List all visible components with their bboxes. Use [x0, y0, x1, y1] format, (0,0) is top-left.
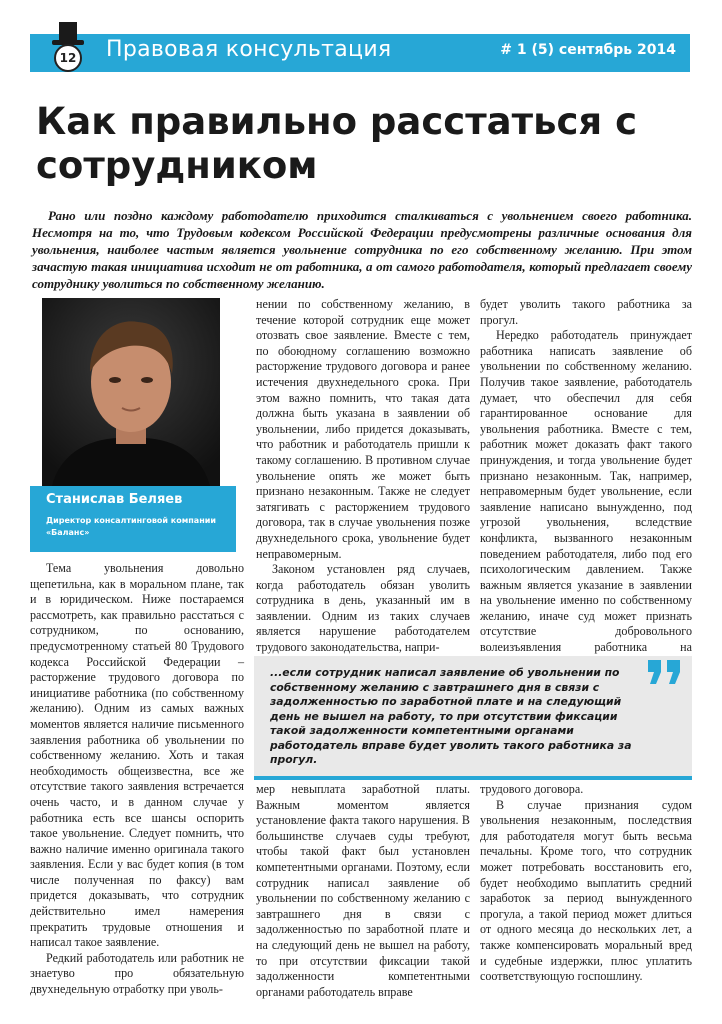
- article-column-2: [256, 297, 470, 656]
- paragraph: Тема увольнения довольно щепетильна, как в моральном плане, так и в юридическом. Ниже постараемся рассмотреть, как правильно расстаться с сотрудником, по основанию, предусмотренному статьей 80 Трудового кодекса Российской Федерации – расторжение трудового договора по инициативе работника (по собственному желанию). Одним из самых важных моментов является наличие письменного заявления работника об увольнении по собственному желанию. Хоть и такая необходимость общеизвестна, все же отсутствие такого заявления встречается очень часто, и в данном случае у работника есть все шансы оспорить такое увольнение. Следует помнить, что важно наличие именно оригинала такого заявления. Если у вас будет копия (в том числе полученная по факсу) вам придется доказывать, что сотрудник действительно имел намерения прекратить трудовые отношения и написал такое заявление.: [30, 561, 244, 950]
- article-lead: Рано или поздно каждому работодателю приходится сталкиваться с увольнением своего работника. Несмотря на то, что Трудовым кодексом Российской Федерации предусмотрены различные основания для увольнения, наиболее частым является увольнение сотрудника по его собственному желанию. При этом зачастую такая инициатива исходит не от работника, а от самого работодателя, который предлагает своему сотруднику уволиться по собственному желанию.: [32, 208, 692, 291]
- quote-mark-icon: [646, 658, 684, 686]
- article-column-2-continued: [256, 782, 470, 1000]
- page-number: 12: [54, 44, 82, 72]
- author-caption: [30, 486, 236, 552]
- section-title: Правовая консультация: [106, 37, 392, 62]
- article-column-3-continued: [480, 782, 692, 985]
- paragraph: Нередко работодатель принуждает работника написать заявление об увольнении по собственному желанию. Получив такое заявление, работодатель думает, что обеспечил для себя гарантированное основание для увольнения работника. Вместе с тем, работник может доказать факт такого принуждения, и тогда увольнение будет признано незаконным. Так, например, неправомерным будет увольнение, если заявление написано вынужденно, под угрозой увольнения, вследствие конфликта, вызванного незаконным поведением работодателя, либо под его психологическим давлением. Также важным является указание в заявлении на увольнение именно по собственному желанию, иначе суд может признать отсутствие добровольного волеизъявления работника на: [480, 328, 692, 655]
- author-photo: [42, 298, 220, 486]
- article-title: Как правильно расстаться с сотрудником: [36, 100, 637, 187]
- paragraph: мер невыплата заработной платы. Важным моментом является установление факта такого нарушения. В большинстве случаев суды требуют, чтобы такой факт был установлен компетентными органами. Поэтому, если сотрудник написал заявление об увольнении по собственному желанию с завтрашнего дня в связи с задолженностью по заработной плате и на следующий день не вышел на работу, то при отсутствии фиксации такой задолженности компетентными органами работодатель вправе: [256, 782, 470, 999]
- article-column-1: [30, 561, 244, 998]
- article-column-3: [480, 297, 692, 671]
- author-role: Директор консалтинговой компании «Баланс»: [46, 516, 216, 537]
- pull-quote-text: ...если сотрудник написал заявление об увольнении по собственному желанию с завтрашнего дня в связи с задолженностью по заработной плате и на следующий день не вышел на работу, то при отсутствии фиксации такой задолженности компетентными органами работодатель вправе будет уволить такого работника за прогул.: [270, 666, 632, 766]
- paragraph: трудового договора.: [480, 782, 584, 796]
- issue-label: # 1 (5) сентябрь 2014: [500, 42, 676, 58]
- author-name: Станислав Беляев: [46, 492, 183, 507]
- paragraph: Законом установлен ряд случаев, когда работодатель обязан уволить сотрудника в день, указанный им в заявлении. Одним из таких случаев является нарушение работодателем трудового законодательства, напри-: [256, 562, 470, 655]
- paragraph: нении по собственному желанию, в течение которой сотрудник еще может отозвать свое заявление. Вместе с тем, по обоюдному соглашению возможно расторжение трудового договора и ранее истечения двухнедельного срока. При этом важно помнить, что такая дата должна быть указана в заявлении об увольнении, либо придется доказывать, что работник и работодатель пришли к такому соглашению. В противном случае увольнение опять же может быть признано незаконным. Также не следует затягивать с расторжением трудового договора, так в случае увольнения позже двухнедельного срока, увольнение будет неправомерным.: [256, 297, 470, 561]
- section-banner: [30, 34, 690, 72]
- paragraph: будет уволить такого работника за прогул.: [480, 297, 692, 327]
- paragraph: В случае признания судом увольнения незаконным, последствия для работодателя могут быть весьма печальны. Кроме того, что сотрудник может потребовать восстановить его, будет необходимо выплатить средний заработок за период вынужденного прогула, а такой период может длиться от одного месяца до нескольких лет, а также компенсировать моральный вред и судебные издержки, плюс уплатить соответствующую госпошлину.: [480, 797, 692, 984]
- paragraph: Редкий работодатель или работник не знаетуво про обязательную двухнедельную отработку при уволь-: [30, 950, 244, 997]
- pull-quote: [254, 656, 692, 780]
